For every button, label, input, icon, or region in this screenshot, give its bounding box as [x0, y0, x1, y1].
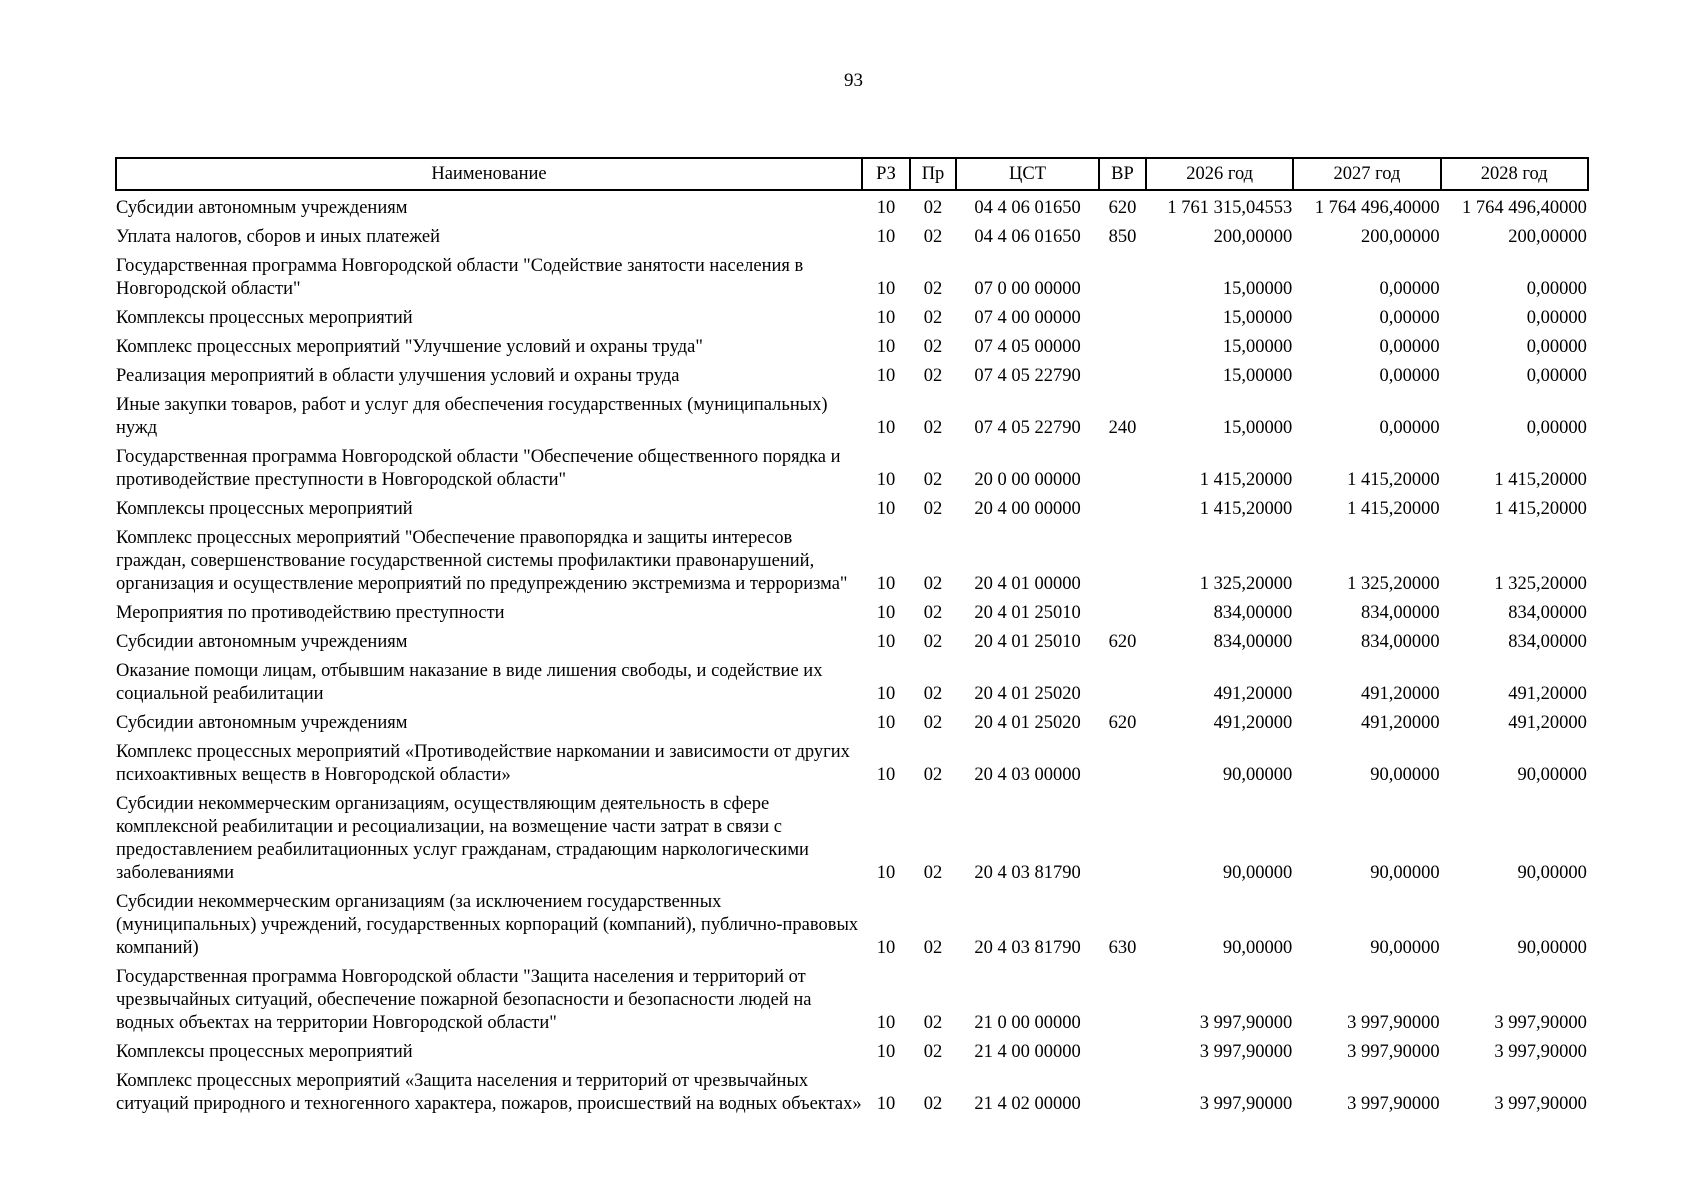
cell-rz: 10: [876, 603, 896, 623]
table-row: [116, 885, 1588, 960]
cell-name: Субсидии автономным учреждениям: [116, 713, 408, 733]
cell-pr: 02: [923, 1094, 943, 1114]
table-header: [116, 158, 1588, 190]
cell-cst: 07 4 00 00000: [974, 308, 1081, 328]
cell-y2027: 3 997,90000: [1347, 1013, 1440, 1033]
cell-y2028: 90,00000: [1517, 863, 1587, 883]
cell-y2027: 0,00000: [1379, 366, 1440, 386]
cell-y2028: 1 415,20000: [1494, 470, 1587, 490]
cell-name: Иные закупки товаров, работ и услуг для обеспечения государственных (муниципальных) нужд: [116, 395, 828, 438]
table-row: [116, 735, 1588, 787]
cell-y2026: 1 415,20000: [1199, 499, 1293, 519]
cell-y2026: 1 325,20000: [1199, 574, 1293, 594]
cell-y2026: 491,20000: [1213, 684, 1293, 704]
cell-rz: 10: [876, 1094, 896, 1114]
cell-y2027: 90,00000: [1370, 863, 1440, 883]
cell-y2027: 834,00000: [1360, 632, 1440, 652]
cell-rz: 10: [876, 574, 896, 594]
cell-y2026: 200,00000: [1213, 227, 1293, 247]
header-vr: ВР: [1099, 158, 1146, 190]
cell-pr: 02: [923, 765, 943, 785]
cell-y2028: 3 997,90000: [1494, 1013, 1587, 1033]
cell-pr: 02: [923, 603, 943, 623]
cell-pr: 02: [923, 470, 943, 490]
cell-vr: 620: [1108, 198, 1137, 218]
cell-y2028: 1 764 496,40000: [1462, 198, 1587, 218]
cell-y2027: 90,00000: [1370, 765, 1440, 785]
cell-vr: [1099, 359, 1146, 388]
cell-name: Субсидии некоммерческим организациям (за исключением государственных (муниципальных) учреждений, государственных корпораций (компаний), публично-правовых компаний): [116, 892, 859, 958]
header-pr: Пр: [910, 158, 956, 190]
cell-y2026: 90,00000: [1222, 765, 1293, 785]
cell-vr: [1099, 492, 1146, 521]
cell-rz: 10: [876, 279, 896, 299]
cell-y2027: 3 997,90000: [1347, 1094, 1440, 1114]
cell-name: Комплекс процессных мероприятий «Защита населения и территорий от чрезвычайных ситуаций природного и техногенного характера, пожаров, происшествий на водных объектах»: [116, 1071, 862, 1114]
cell-y2027: 3 997,90000: [1347, 1042, 1440, 1062]
cell-vr: [1099, 596, 1146, 625]
table-row: [116, 388, 1588, 440]
cell-vr: [1099, 787, 1146, 885]
cell-y2027: 0,00000: [1379, 337, 1440, 357]
table-row: [116, 706, 1588, 735]
cell-pr: 02: [923, 938, 943, 958]
cell-vr: [1099, 654, 1146, 706]
table-row: [116, 625, 1588, 654]
cell-y2027: 1 325,20000: [1347, 574, 1440, 594]
cell-name: Реализация мероприятий в области улучшения условий и охраны труда: [116, 366, 680, 386]
cell-cst: 07 4 05 00000: [974, 337, 1081, 357]
page-number: 93: [844, 70, 863, 91]
cell-name: Субсидии автономным учреждениям: [116, 198, 408, 218]
table-row: [116, 220, 1588, 249]
cell-y2026: 15,00000: [1222, 366, 1293, 386]
cell-cst: 20 4 03 81790: [974, 863, 1081, 883]
cell-name: Государственная программа Новгородской области "Обеспечение общественного порядка и противодействие преступности в Новгородской области": [116, 447, 841, 490]
cell-pr: 02: [923, 713, 943, 733]
cell-pr: 02: [923, 1042, 943, 1062]
cell-pr: 02: [923, 279, 943, 299]
table-row: [116, 301, 1588, 330]
cell-rz: 10: [876, 227, 896, 247]
cell-vr: 620: [1108, 632, 1137, 652]
table-row: [116, 654, 1588, 706]
cell-rz: 10: [876, 337, 896, 357]
header-row: [116, 158, 1588, 190]
cell-y2028: 3 997,90000: [1494, 1042, 1587, 1062]
cell-cst: 04 4 06 01650: [974, 227, 1081, 247]
cell-name: Субсидии некоммерческим организациям, осуществляющим деятельность в сфере комплексной реабилитации и ресоциализации, на возмещение части затрат в связи с предоставлением реабилитационных услуг гражданам, страдающим наркологическими заболеваниями: [116, 794, 809, 883]
cell-cst: 21 4 00 00000: [974, 1042, 1081, 1062]
cell-y2028: 3 997,90000: [1494, 1094, 1587, 1114]
cell-name: Субсидии автономным учреждениям: [116, 632, 408, 652]
table-row: [116, 492, 1588, 521]
cell-pr: 02: [923, 418, 943, 438]
cell-pr: 02: [923, 337, 943, 357]
cell-y2026: 15,00000: [1222, 418, 1293, 438]
cell-y2028: 0,00000: [1526, 366, 1587, 386]
header-2028: 2028 год: [1441, 158, 1588, 190]
cell-y2028: 90,00000: [1517, 938, 1587, 958]
cell-cst: 20 4 01 25010: [974, 632, 1081, 652]
cell-y2027: 0,00000: [1379, 279, 1440, 299]
cell-name: Комплексы процессных мероприятий: [116, 499, 413, 519]
cell-name: Комплексы процессных мероприятий: [116, 1042, 413, 1062]
cell-rz: 10: [876, 632, 896, 652]
cell-y2027: 1 764 496,40000: [1314, 198, 1440, 218]
cell-y2028: 1 325,20000: [1494, 574, 1587, 594]
cell-pr: 02: [923, 684, 943, 704]
cell-vr: [1099, 1035, 1146, 1064]
table-body: [116, 190, 1588, 1116]
cell-vr: 240: [1108, 418, 1137, 438]
cell-y2026: 834,00000: [1213, 603, 1293, 623]
cell-cst: 04 4 06 01650: [974, 198, 1081, 218]
header-2027: 2027 год: [1293, 158, 1440, 190]
cell-vr: [1099, 440, 1146, 492]
cell-cst: 20 4 03 00000: [974, 765, 1081, 785]
cell-vr: [1099, 330, 1146, 359]
cell-y2027: 200,00000: [1360, 227, 1440, 247]
cell-pr: 02: [923, 1013, 943, 1033]
cell-y2028: 0,00000: [1526, 337, 1587, 357]
cell-y2026: 90,00000: [1222, 863, 1293, 883]
cell-rz: 10: [876, 418, 896, 438]
cell-name: Мероприятия по противодействию преступности: [116, 603, 505, 623]
cell-y2027: 1 415,20000: [1347, 470, 1440, 490]
cell-vr: [1099, 521, 1146, 596]
cell-cst: 07 0 00 00000: [974, 279, 1081, 299]
cell-cst: 07 4 05 22790: [974, 418, 1081, 438]
cell-rz: 10: [876, 366, 896, 386]
cell-y2028: 834,00000: [1508, 603, 1587, 623]
cell-pr: 02: [923, 366, 943, 386]
cell-y2028: 0,00000: [1526, 418, 1587, 438]
table-row: [116, 440, 1588, 492]
cell-name: Государственная программа Новгородской области "Содействие занятости населения в Новгородской области": [116, 256, 804, 299]
cell-vr: 620: [1108, 713, 1137, 733]
table-row: [116, 596, 1588, 625]
cell-rz: 10: [876, 1013, 896, 1033]
table-row: [116, 359, 1588, 388]
cell-cst: 20 4 00 00000: [974, 499, 1081, 519]
cell-cst: 21 0 00 00000: [974, 1013, 1081, 1033]
cell-vr: 630: [1108, 938, 1137, 958]
table-row: [116, 190, 1588, 220]
budget-table: [115, 157, 1589, 1116]
cell-y2028: 0,00000: [1526, 308, 1587, 328]
cell-cst: 20 0 00 00000: [974, 470, 1081, 490]
cell-vr: 850: [1108, 227, 1137, 247]
cell-rz: 10: [876, 863, 896, 883]
cell-y2028: 200,00000: [1508, 227, 1587, 247]
cell-pr: 02: [923, 198, 943, 218]
cell-y2027: 0,00000: [1379, 418, 1440, 438]
cell-pr: 02: [923, 863, 943, 883]
cell-pr: 02: [923, 574, 943, 594]
table-row: [116, 960, 1588, 1035]
cell-vr: [1099, 735, 1146, 787]
cell-y2026: 1 761 315,04553: [1167, 198, 1293, 218]
cell-y2026: 15,00000: [1222, 337, 1293, 357]
cell-pr: 02: [923, 499, 943, 519]
cell-rz: 10: [876, 938, 896, 958]
cell-vr: [1099, 249, 1146, 301]
cell-y2028: 491,20000: [1508, 684, 1587, 704]
cell-rz: 10: [876, 499, 896, 519]
cell-pr: 02: [923, 308, 943, 328]
cell-y2027: 491,20000: [1360, 684, 1440, 704]
cell-rz: 10: [876, 198, 896, 218]
cell-name: Комплекс процессных мероприятий «Противодействие наркомании и зависимости от других психоактивных веществ в Новгородской области»: [116, 742, 850, 785]
cell-cst: 07 4 05 22790: [974, 366, 1081, 386]
header-rz: РЗ: [862, 158, 910, 190]
cell-cst: 20 4 01 00000: [974, 574, 1081, 594]
cell-vr: [1099, 960, 1146, 1035]
cell-vr: [1099, 1064, 1146, 1116]
table-row: [116, 330, 1588, 359]
cell-y2027: 1 415,20000: [1347, 499, 1440, 519]
cell-rz: 10: [876, 1042, 896, 1062]
table-row: [116, 249, 1588, 301]
cell-y2026: 15,00000: [1222, 279, 1293, 299]
cell-y2027: 90,00000: [1370, 938, 1440, 958]
cell-y2028: 1 415,20000: [1494, 499, 1587, 519]
cell-y2026: 3 997,90000: [1199, 1013, 1293, 1033]
cell-y2028: 0,00000: [1526, 279, 1587, 299]
table-row: [116, 1064, 1588, 1116]
header-cst: ЦСТ: [956, 158, 1099, 190]
table-row: [116, 1035, 1588, 1064]
cell-cst: 20 4 01 25010: [974, 603, 1081, 623]
cell-name: Уплата налогов, сборов и иных платежей: [116, 227, 441, 247]
cell-cst: 21 4 02 00000: [974, 1094, 1081, 1114]
cell-y2026: 90,00000: [1222, 938, 1293, 958]
cell-rz: 10: [876, 765, 896, 785]
cell-pr: 02: [923, 632, 943, 652]
cell-y2028: 834,00000: [1508, 632, 1587, 652]
cell-cst: 20 4 01 25020: [974, 713, 1081, 733]
cell-rz: 10: [876, 713, 896, 733]
cell-name: Комплекс процессных мероприятий "Обеспечение правопорядка и защиты интересов граждан, совершенствование государственной системы профилактики правонарушений, организация и осуществление мероприятий по предупреждению экстремизма и терроризма": [116, 528, 848, 594]
cell-cst: 20 4 01 25020: [974, 684, 1081, 704]
cell-y2026: 1 415,20000: [1199, 470, 1293, 490]
cell-y2027: 491,20000: [1360, 713, 1440, 733]
cell-vr: [1099, 301, 1146, 330]
header-name: Наименование: [116, 158, 862, 190]
cell-y2028: 491,20000: [1508, 713, 1587, 733]
cell-name: Комплекс процессных мероприятий "Улучшение условий и охраны труда": [116, 337, 703, 357]
cell-name: Комплексы процессных мероприятий: [116, 308, 413, 328]
cell-y2027: 0,00000: [1379, 308, 1440, 328]
cell-y2026: 491,20000: [1213, 713, 1293, 733]
cell-rz: 10: [876, 470, 896, 490]
cell-rz: 10: [876, 684, 896, 704]
cell-name: Государственная программа Новгородской области "Защита населения и территорий от чрезвычайных ситуаций, обеспечение пожарной безопасности и безопасности людей на водных объектах на территории Новгородской области": [116, 967, 812, 1033]
cell-name: Оказание помощи лицам, отбывшим наказание в виде лишения свободы, и содействие их социальной реабилитации: [116, 661, 823, 704]
table-row: [116, 521, 1588, 596]
cell-y2026: 3 997,90000: [1199, 1094, 1293, 1114]
header-2026: 2026 год: [1146, 158, 1293, 190]
table-row: [116, 787, 1588, 885]
cell-y2026: 834,00000: [1213, 632, 1293, 652]
cell-pr: 02: [923, 227, 943, 247]
cell-y2027: 834,00000: [1360, 603, 1440, 623]
cell-rz: 10: [876, 308, 896, 328]
cell-y2026: 15,00000: [1222, 308, 1293, 328]
cell-y2028: 90,00000: [1517, 765, 1587, 785]
cell-cst: 20 4 03 81790: [974, 938, 1081, 958]
cell-y2026: 3 997,90000: [1199, 1042, 1293, 1062]
